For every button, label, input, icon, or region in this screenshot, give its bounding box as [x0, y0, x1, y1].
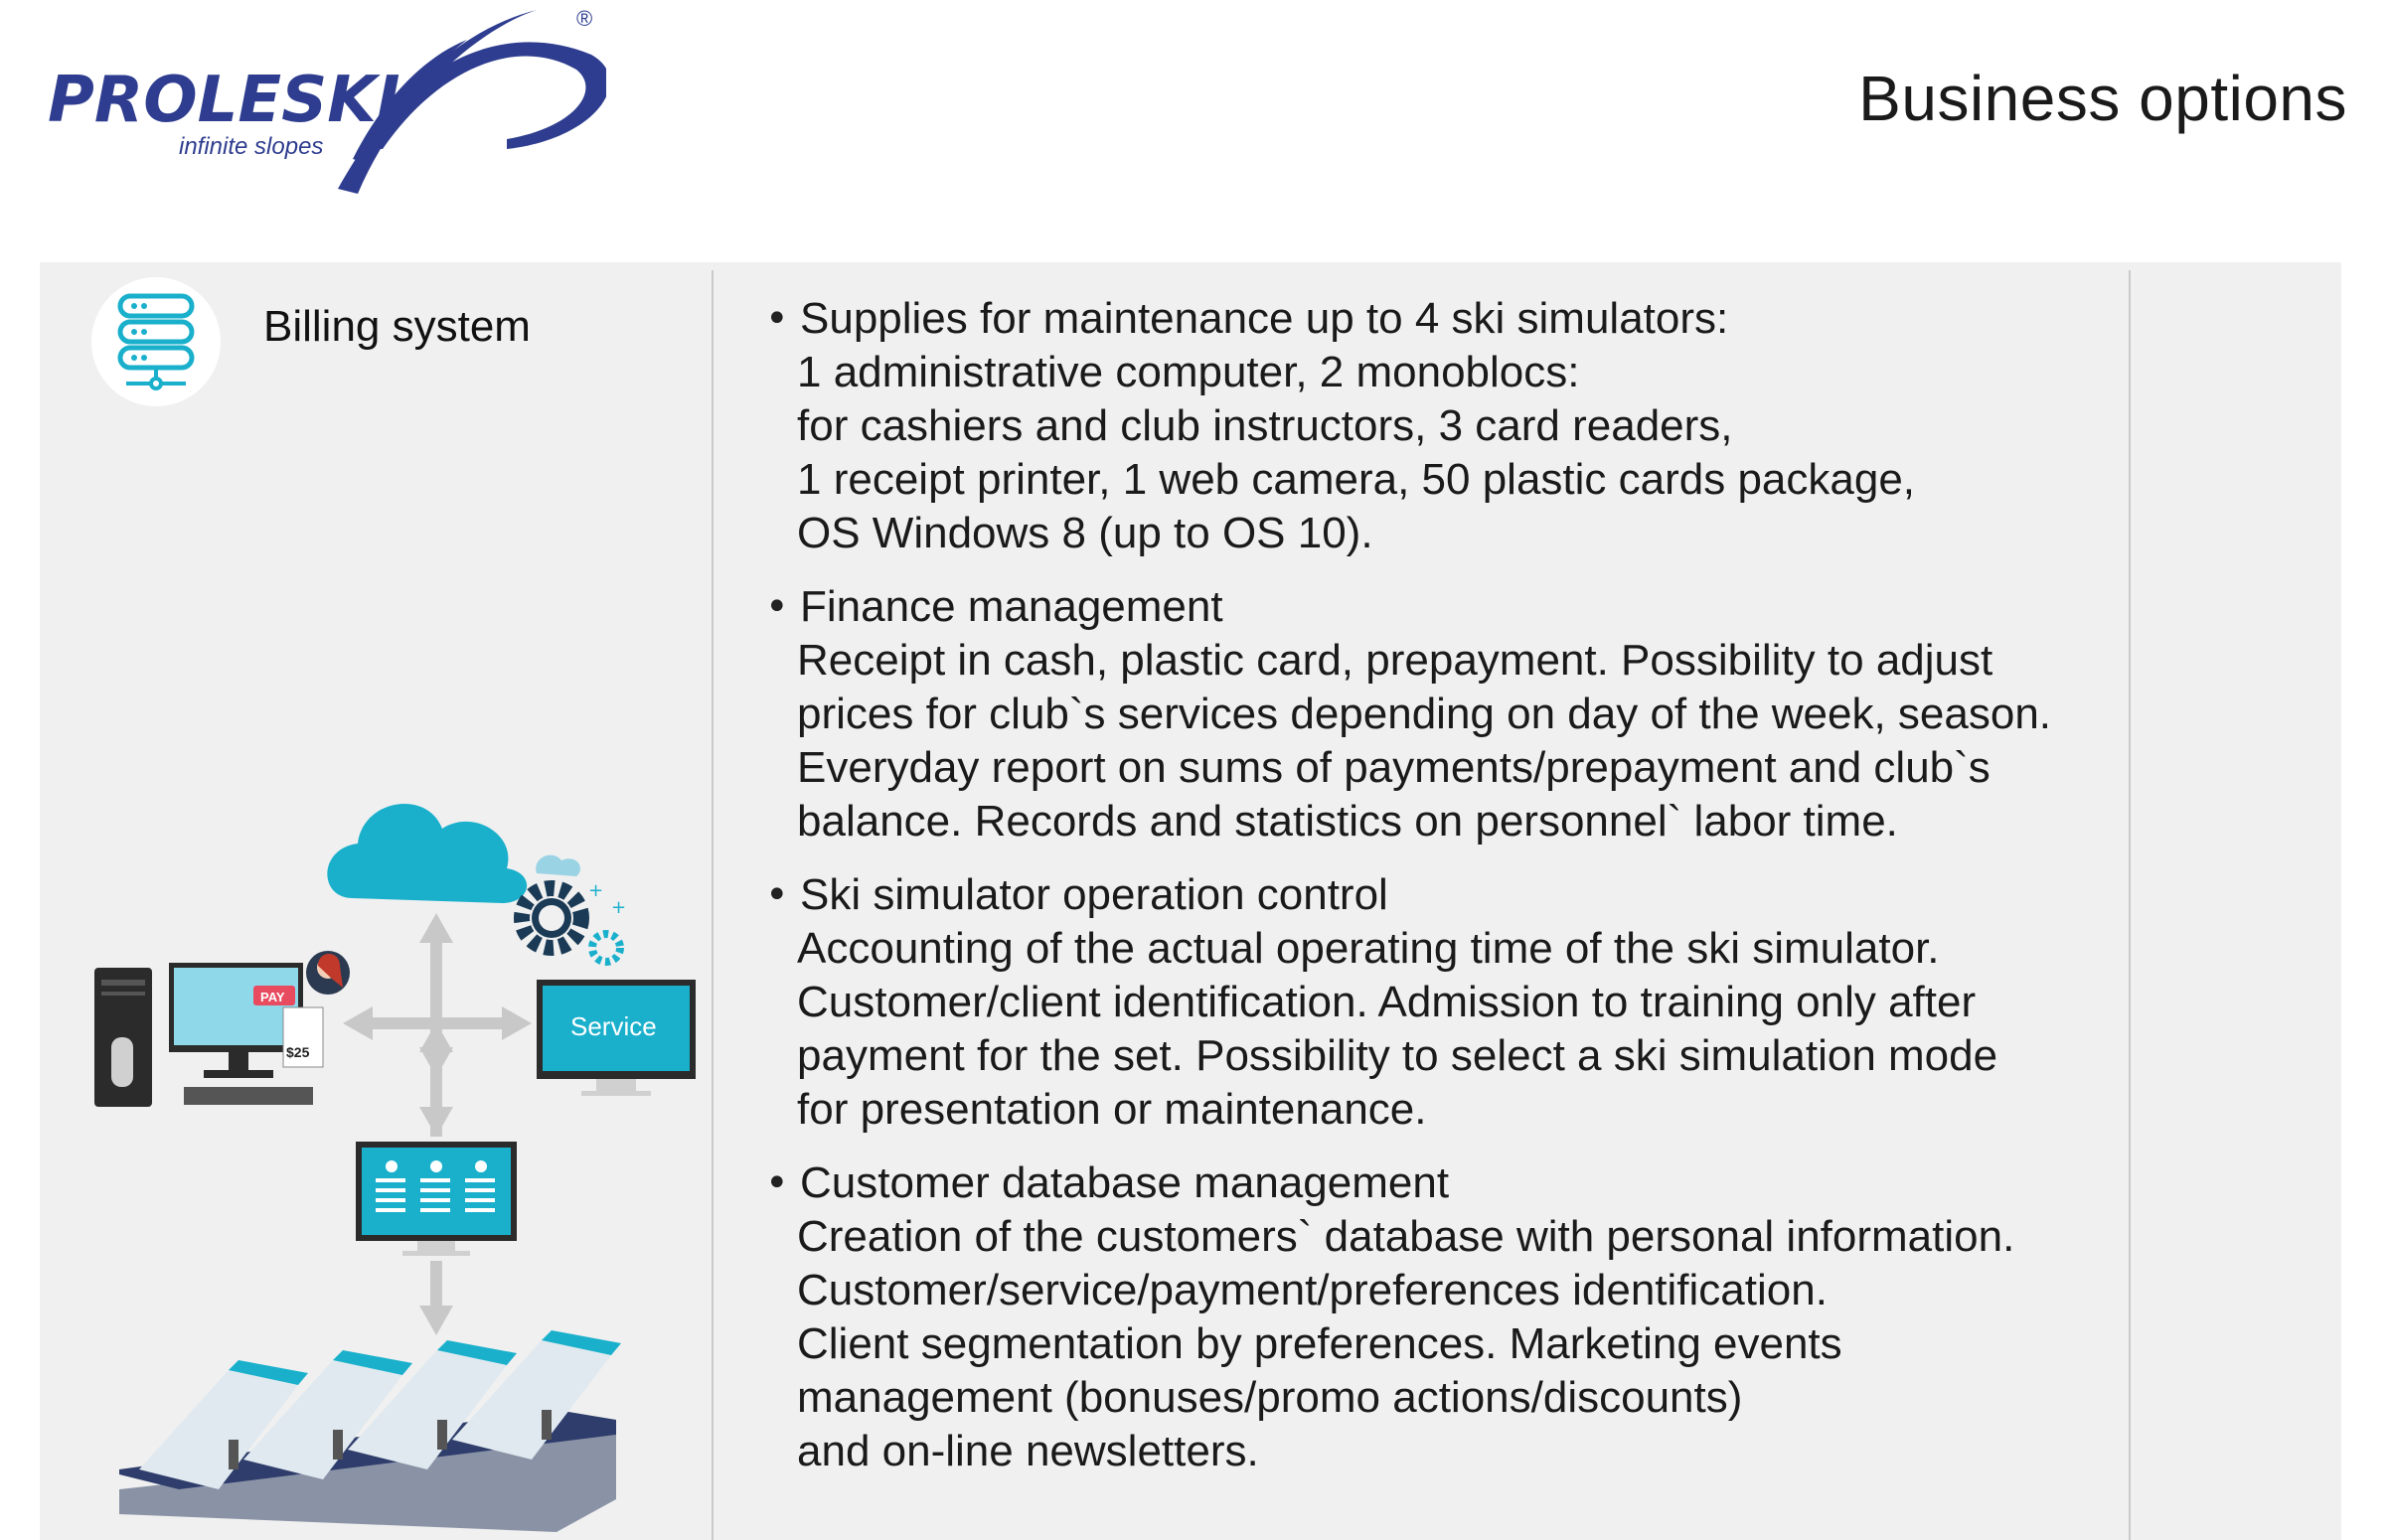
ski-simulators-icon — [119, 1330, 621, 1532]
section-title: Billing system — [263, 302, 531, 351]
page-title: Business options — [1858, 63, 2347, 134]
svg-text:$25: $25 — [286, 1044, 310, 1060]
feature-list — [760, 292, 2112, 1498]
feature-title: • Ski simulator operation control — [800, 870, 1388, 919]
svg-text:PAY: PAY — [260, 990, 285, 1004]
feature-item — [760, 1156, 2112, 1478]
feature-description: Receipt in cash, plastic card, prepayment. Possibility to adjust prices for club`s services depending on day of the week, season. Everyday report on sums of payments/prepayment and club`s balance. Records and statistics on personnel` labor time. — [797, 636, 2052, 846]
gear-icon — [522, 855, 626, 962]
column-divider — [2129, 270, 2131, 1540]
feature-description: Creation of the customers` database with personal information. Customer/service/payment/preferences identification. Client segmentation by preferences. Marketing events management (bonuses/promo actions/discounts) and on-line newsletters. — [797, 1212, 2015, 1475]
feature-item — [760, 580, 2112, 848]
logo-wordmark: PROLESKI — [48, 64, 400, 137]
svg-text:+: + — [588, 880, 604, 901]
feature-title: • Customer database management — [800, 1158, 1450, 1207]
svg-text:Service: Service — [570, 1011, 657, 1041]
feature-item — [760, 868, 2112, 1137]
server-icon — [91, 277, 221, 406]
feature-description: Accounting of the actual operating time of the ski simulator. Customer/client identification. Admission to training only after payment for the set. Possibility to select a ski simulation mode for presentation or maintenance. — [797, 924, 1998, 1134]
pos-workstation-icon — [94, 951, 350, 1107]
logo-tagline: infinite slopes — [179, 133, 324, 160]
svg-text:+: + — [611, 897, 627, 918]
feature-description: 1 administrative computer, 2 monoblocs: for cashiers and club instructors, 3 card readers, 1 receipt printer, 1 web camera, 50 plastic cards package, OS Windows 8 (up to OS 10). — [797, 348, 1916, 557]
cloud-icon — [327, 804, 527, 903]
billing-network-illustration — [80, 521, 696, 1534]
billing-system-panel — [40, 262, 2341, 1540]
feature-item — [760, 292, 2112, 560]
admin-monitor-icon — [356, 1142, 517, 1256]
column-divider — [712, 270, 714, 1540]
service-monitor-icon — [537, 980, 696, 1096]
proleski-logo — [40, 0, 606, 204]
feature-title: • Supplies for maintenance up to 4 ski simulators: — [800, 294, 1729, 343]
registered-mark: ® — [576, 6, 593, 31]
feature-title: • Finance management — [800, 582, 1223, 631]
